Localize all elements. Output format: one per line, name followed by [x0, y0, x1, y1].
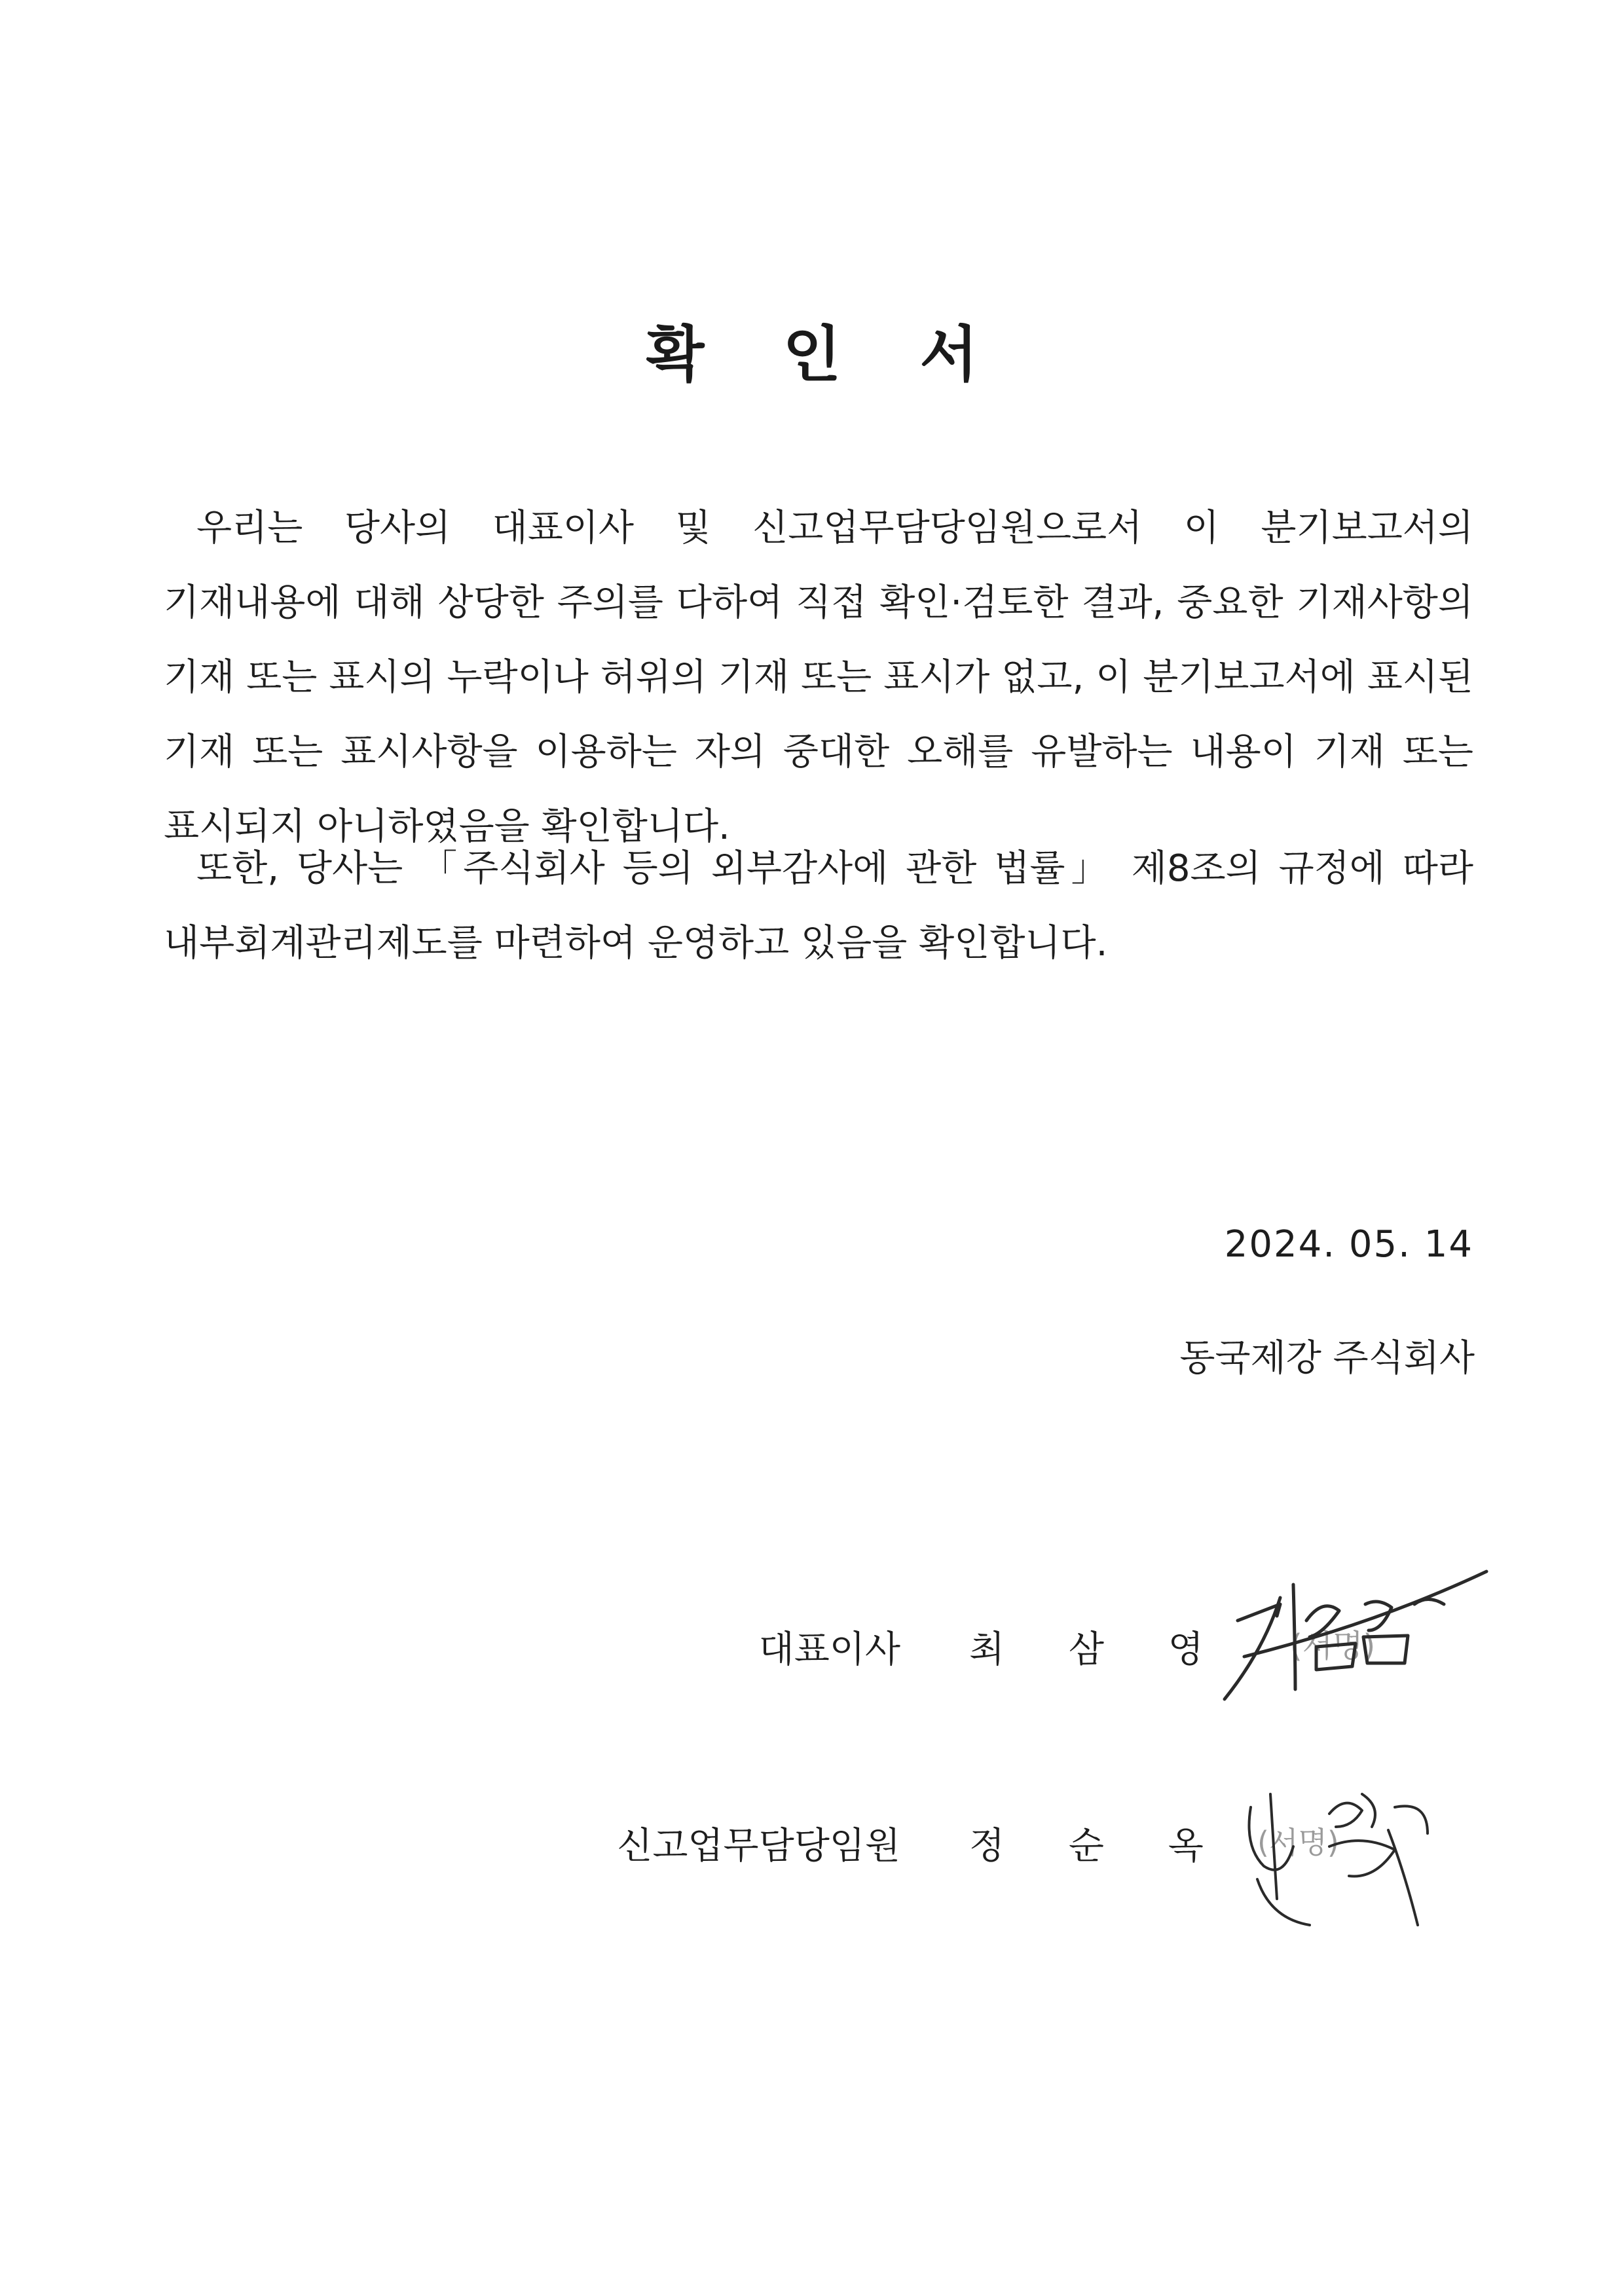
- document-date: 2024. 05. 14: [1224, 1223, 1473, 1266]
- signatory-name: 최 삼 영: [969, 1628, 1230, 1671]
- signatory-role: 신고업무담당임원: [617, 1825, 900, 1867]
- signatory-name: 정 순 옥: [969, 1825, 1230, 1867]
- internal-control-paragraph-text: 또한, 당사는 「주식회사 등의 외부감사에 관한 법률」 제8조의 규정에 따라 내부회계관리제도를 마련하여 운영하고 있음을 확인합니다.: [164, 847, 1473, 964]
- signatory-row-ceo: [0, 1611, 1624, 1689]
- signatory-row-disclosure-officer: [0, 1807, 1624, 1886]
- company-name: 동국제강 주식회사: [1179, 1337, 1475, 1380]
- confirmation-paragraph-text: 우리는 당사의 대표이사 및 신고업무담당임원으로서 이 분기보고서의 기재내용에 대해 상당한 주의를 다하여 직접 확인·검토한 결과, 중요한 기재사항의 기재 또는 표시의 누락이나 허위의 기재 또는 표시가 없고, 이 분기보고서에 표시된 기재 또는 표시사항을 이용하는 자의 중대한 오해를 유발하는 내용이 기재 또는 표시되지 아니하였음을 확인합니다.: [164, 507, 1473, 848]
- confirmation-paragraph: [164, 491, 1473, 864]
- document-title: 확 인 서: [646, 320, 1007, 390]
- seal-placeholder-text: (서명): [1290, 1628, 1376, 1664]
- signatory-role: 대표이사: [758, 1628, 900, 1671]
- seal-placeholder-text: (서명): [1257, 1825, 1339, 1860]
- internal-control-paragraph: [164, 832, 1473, 981]
